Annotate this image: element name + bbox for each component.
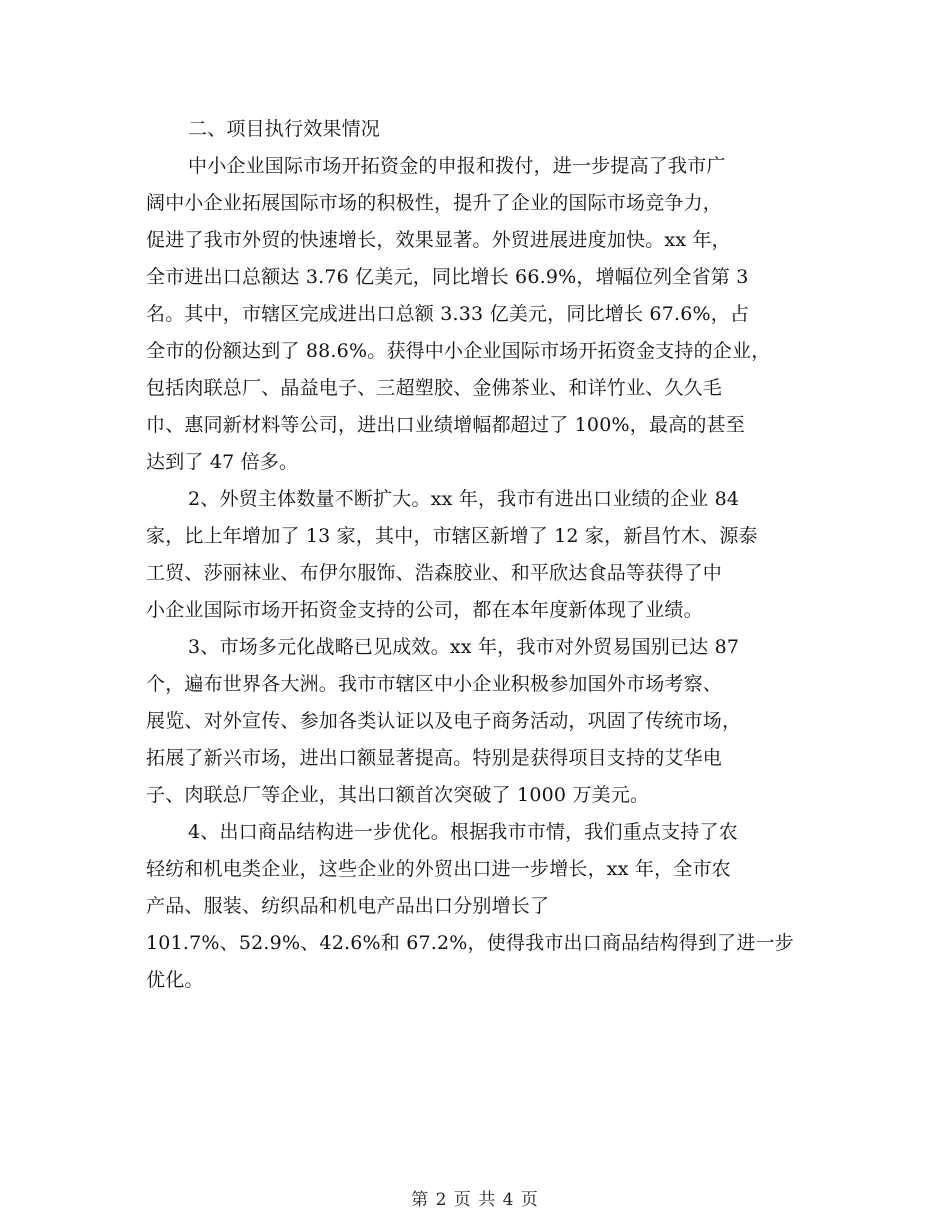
paragraph-line: 包括肉联总厂、晶益电子、三超塑胶、金佛茶业、和详竹业、久久毛 xyxy=(146,377,723,399)
paragraph-line: 全市的份额达到了 88.6%。获得中小企业国际市场开拓资金支持的企业， xyxy=(146,340,771,362)
page-number-footer: 第 2 页 共 4 页 xyxy=(411,1190,539,1210)
paragraph-line: 3、市场多元化战略已见成效。xx 年，我市对外贸易国别已达 87 xyxy=(188,636,740,658)
paragraph-line: 产品、服装、纺织品和机电产品出口分别增长了 xyxy=(146,895,550,917)
paragraph-line: 小企业国际市场开拓资金支持的公司，都在本年度新体现了业绩。 xyxy=(146,599,703,621)
paragraph-line: 达到了 47 倍多。 xyxy=(146,451,299,473)
paragraph-line: 工贸、莎丽袜业、布伊尔服饰、浩森胶业、和平欣达食品等获得了中 xyxy=(146,562,723,584)
paragraph-line: 展览、对外宣传、参加各类认证以及电子商务活动，巩固了传统市场， xyxy=(146,710,742,732)
paragraph-line: 巾、惠同新材料等公司，进出口业绩增幅都超过了 100%，最高的甚至 xyxy=(146,414,745,436)
paragraph-line: 家，比上年增加了 13 家，其中，市辖区新增了 12 家，新昌竹木、源泰 xyxy=(146,525,758,547)
paragraph-line: 4、出口商品结构进一步优化。根据我市市情，我们重点支持了农 xyxy=(188,821,738,843)
paragraph-line: 名。其中，市辖区完成进出口总额 3.33 亿美元，同比增长 67.6%，占 xyxy=(146,303,750,325)
paragraph-line: 拓展了新兴市场，进出口额显著提高。特别是获得项目支持的艾华电 xyxy=(146,747,723,769)
paragraph-line: 阔中小企业拓展国际市场的积极性，提升了企业的国际市场竞争力， xyxy=(146,192,723,214)
paragraph-line: 优化。 xyxy=(146,969,204,991)
paragraph-line: 全市进出口总额达 3.76 亿美元，同比增长 66.9%，增幅位列全省第 3 xyxy=(146,266,749,288)
paragraph-line: 子、肉联总厂等企业，其出口额首次突破了 1000 万美元。 xyxy=(146,784,650,806)
paragraph-line: 轻纺和机电类企业，这些企业的外贸出口进一步增长，xx 年，全市农 xyxy=(146,858,731,880)
section-heading: 二、项目执行效果情况 xyxy=(188,118,381,140)
paragraph-line: 中小企业国际市场开拓资金的申报和拨付，进一步提高了我市广 xyxy=(188,155,726,177)
paragraph-line: 2、外贸主体数量不断扩大。xx 年，我市有进出口业绩的企业 84 xyxy=(188,488,740,510)
paragraph-line: 促进了我市外贸的快速增长，效果显著。外贸进展进度加快。xx 年， xyxy=(146,229,731,251)
paragraph-line: 101.7%、52.9%、42.6%和 67.2%，使得我市出口商品结构得到了进一步 xyxy=(146,932,794,954)
paragraph-line: 个，遍布世界各大洲。我市市辖区中小企业积极参加国外市场考察、 xyxy=(146,673,723,695)
